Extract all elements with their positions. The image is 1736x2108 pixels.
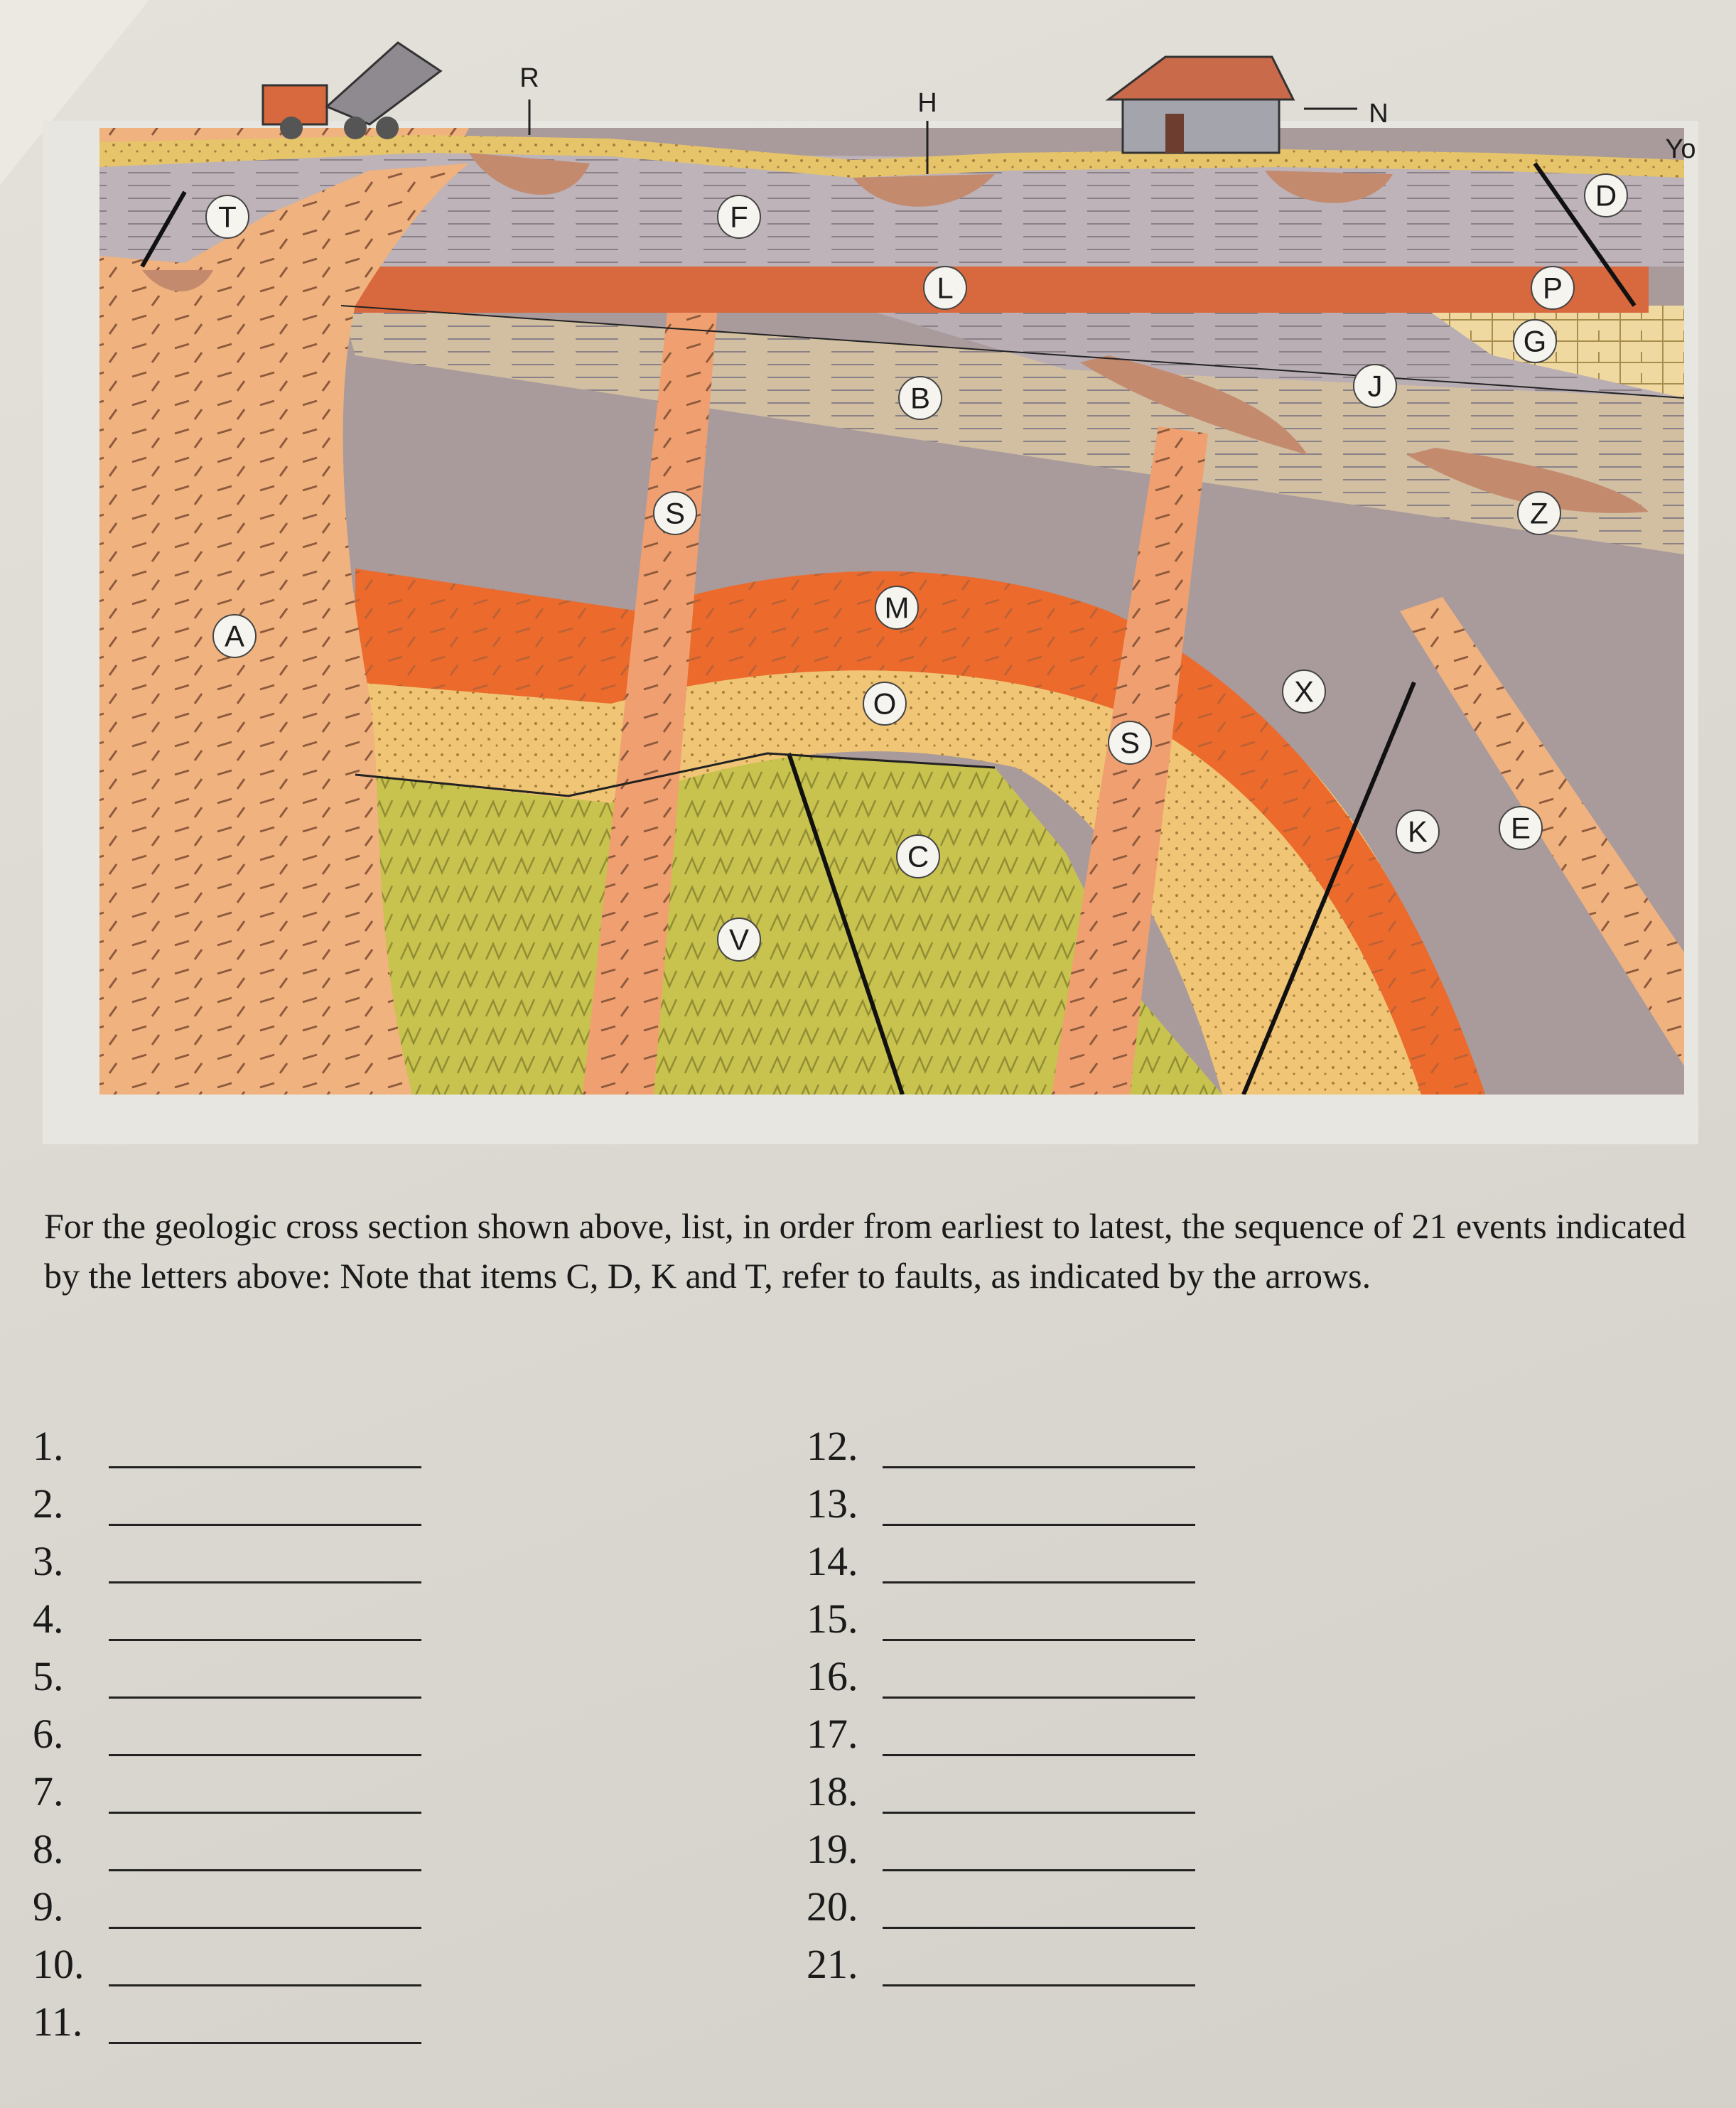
answer-row <box>807 1756 1195 1814</box>
label-f <box>718 195 760 238</box>
answer-blank[interactable] <box>109 1719 421 1756</box>
label-e <box>1499 807 1542 849</box>
answer-number: 8. <box>33 1826 64 1872</box>
answer-row <box>807 1641 1195 1699</box>
answer-number: 18. <box>807 1768 858 1814</box>
svg-text:L: L <box>937 271 954 305</box>
answer-blank[interactable] <box>109 1776 421 1814</box>
answer-row <box>33 1526 421 1583</box>
answer-row <box>33 1871 421 1929</box>
answer-row <box>33 1411 421 1468</box>
svg-text:D: D <box>1595 178 1617 213</box>
answer-number: 16. <box>807 1653 858 1699</box>
answer-number: 15. <box>807 1596 858 1642</box>
answer-number: 14. <box>807 1538 858 1584</box>
answer-row <box>33 1699 421 1756</box>
svg-text:F: F <box>730 200 748 234</box>
label-c <box>897 835 939 878</box>
answer-blank[interactable] <box>883 1488 1195 1526</box>
svg-text:S: S <box>664 496 686 530</box>
label-n: N <box>1369 99 1389 129</box>
answer-row <box>33 1583 421 1641</box>
label-d <box>1585 174 1627 217</box>
answer-row <box>33 1814 421 1871</box>
answer-number: 12. <box>807 1423 858 1469</box>
label-yo: Yo <box>1665 134 1696 164</box>
answer-row <box>33 1468 421 1526</box>
instructions-text: For the geologic cross section shown above, list, in order from earliest to latest, the sequence of 21 events indicated by the letters above: Note that items C, D, K and T, refer to faults, as indicated by the arrows. <box>44 1206 1686 1296</box>
svg-text:E: E <box>1510 811 1531 845</box>
svg-text:G: G <box>1523 324 1547 358</box>
answer-blank[interactable] <box>109 1603 421 1641</box>
svg-text:V: V <box>728 923 750 957</box>
label-z <box>1518 492 1560 534</box>
answer-blank[interactable] <box>883 1431 1195 1468</box>
answer-row <box>33 1929 421 1986</box>
answer-blank[interactable] <box>109 1949 421 1986</box>
label-h: H <box>917 88 937 118</box>
answer-number: 20. <box>807 1883 858 1930</box>
answer-row <box>33 1986 421 2044</box>
answers-right-column <box>807 1411 1195 1986</box>
svg-text:P: P <box>1542 271 1563 305</box>
answer-blank[interactable] <box>109 1661 421 1699</box>
label-a <box>213 615 256 657</box>
label-x <box>1283 670 1325 713</box>
answer-number: 9. <box>33 1883 64 1930</box>
answer-number: 5. <box>33 1653 64 1699</box>
answer-blank[interactable] <box>883 1834 1195 1871</box>
answer-blank[interactable] <box>109 1891 421 1929</box>
svg-text:K: K <box>1407 814 1428 849</box>
answer-row <box>807 1526 1195 1583</box>
answer-number: 10. <box>33 1941 85 1987</box>
answer-blank[interactable] <box>109 1546 421 1583</box>
answer-blank[interactable] <box>109 1834 421 1871</box>
label-m <box>875 586 918 629</box>
answer-row <box>807 1583 1195 1641</box>
svg-text:J: J <box>1367 369 1383 403</box>
svg-text:M: M <box>884 591 910 625</box>
answer-row <box>33 1641 421 1699</box>
label-g <box>1514 320 1556 362</box>
svg-text:C: C <box>907 839 929 873</box>
label-s-lower <box>1109 721 1151 764</box>
label-t <box>206 195 249 238</box>
answer-row <box>807 1411 1195 1468</box>
answer-blank[interactable] <box>883 1719 1195 1756</box>
label-k <box>1396 810 1439 853</box>
svg-text:S: S <box>1119 726 1141 760</box>
label-b <box>899 377 942 419</box>
answer-row <box>33 1756 421 1814</box>
answer-number: 2. <box>33 1480 64 1527</box>
label-s-upper <box>654 492 696 534</box>
house-icon <box>1109 57 1293 153</box>
answer-blank[interactable] <box>109 1431 421 1468</box>
answer-row <box>807 1468 1195 1526</box>
answer-number: 11. <box>33 1999 83 2045</box>
answer-number: 4. <box>33 1596 64 1642</box>
answers-left-column <box>33 1411 421 2044</box>
answer-blank[interactable] <box>883 1891 1195 1929</box>
answer-number: 6. <box>33 1711 64 1757</box>
label-o <box>863 682 906 725</box>
answer-number: 3. <box>33 1538 64 1584</box>
answer-blank[interactable] <box>883 1546 1195 1583</box>
answer-number: 1. <box>33 1423 64 1469</box>
svg-text:O: O <box>873 687 897 721</box>
label-j <box>1354 365 1396 407</box>
answer-blank[interactable] <box>109 1488 421 1526</box>
svg-text:A: A <box>224 619 245 653</box>
answer-blank[interactable] <box>883 1661 1195 1699</box>
sill-l <box>341 267 1649 313</box>
svg-text:X: X <box>1293 674 1315 709</box>
answer-row <box>807 1871 1195 1929</box>
answer-row <box>807 1814 1195 1871</box>
answer-number: 7. <box>33 1768 64 1814</box>
answer-blank[interactable] <box>109 2006 421 2044</box>
answer-blank[interactable] <box>883 1776 1195 1814</box>
answer-number: 21. <box>807 1941 858 1987</box>
svg-text:T: T <box>218 200 237 234</box>
label-l <box>924 267 966 309</box>
svg-text:B: B <box>910 381 931 415</box>
label-r: R <box>519 63 539 93</box>
answer-row <box>807 1929 1195 1986</box>
svg-text:Z: Z <box>1530 496 1548 530</box>
answer-row <box>807 1699 1195 1756</box>
answer-blank[interactable] <box>883 1949 1195 1986</box>
answer-number: 17. <box>807 1711 858 1757</box>
label-p <box>1531 267 1574 309</box>
answer-blank[interactable] <box>883 1603 1195 1641</box>
answer-number: 13. <box>807 1480 858 1527</box>
answer-number: 19. <box>807 1826 858 1872</box>
label-v <box>718 918 760 961</box>
